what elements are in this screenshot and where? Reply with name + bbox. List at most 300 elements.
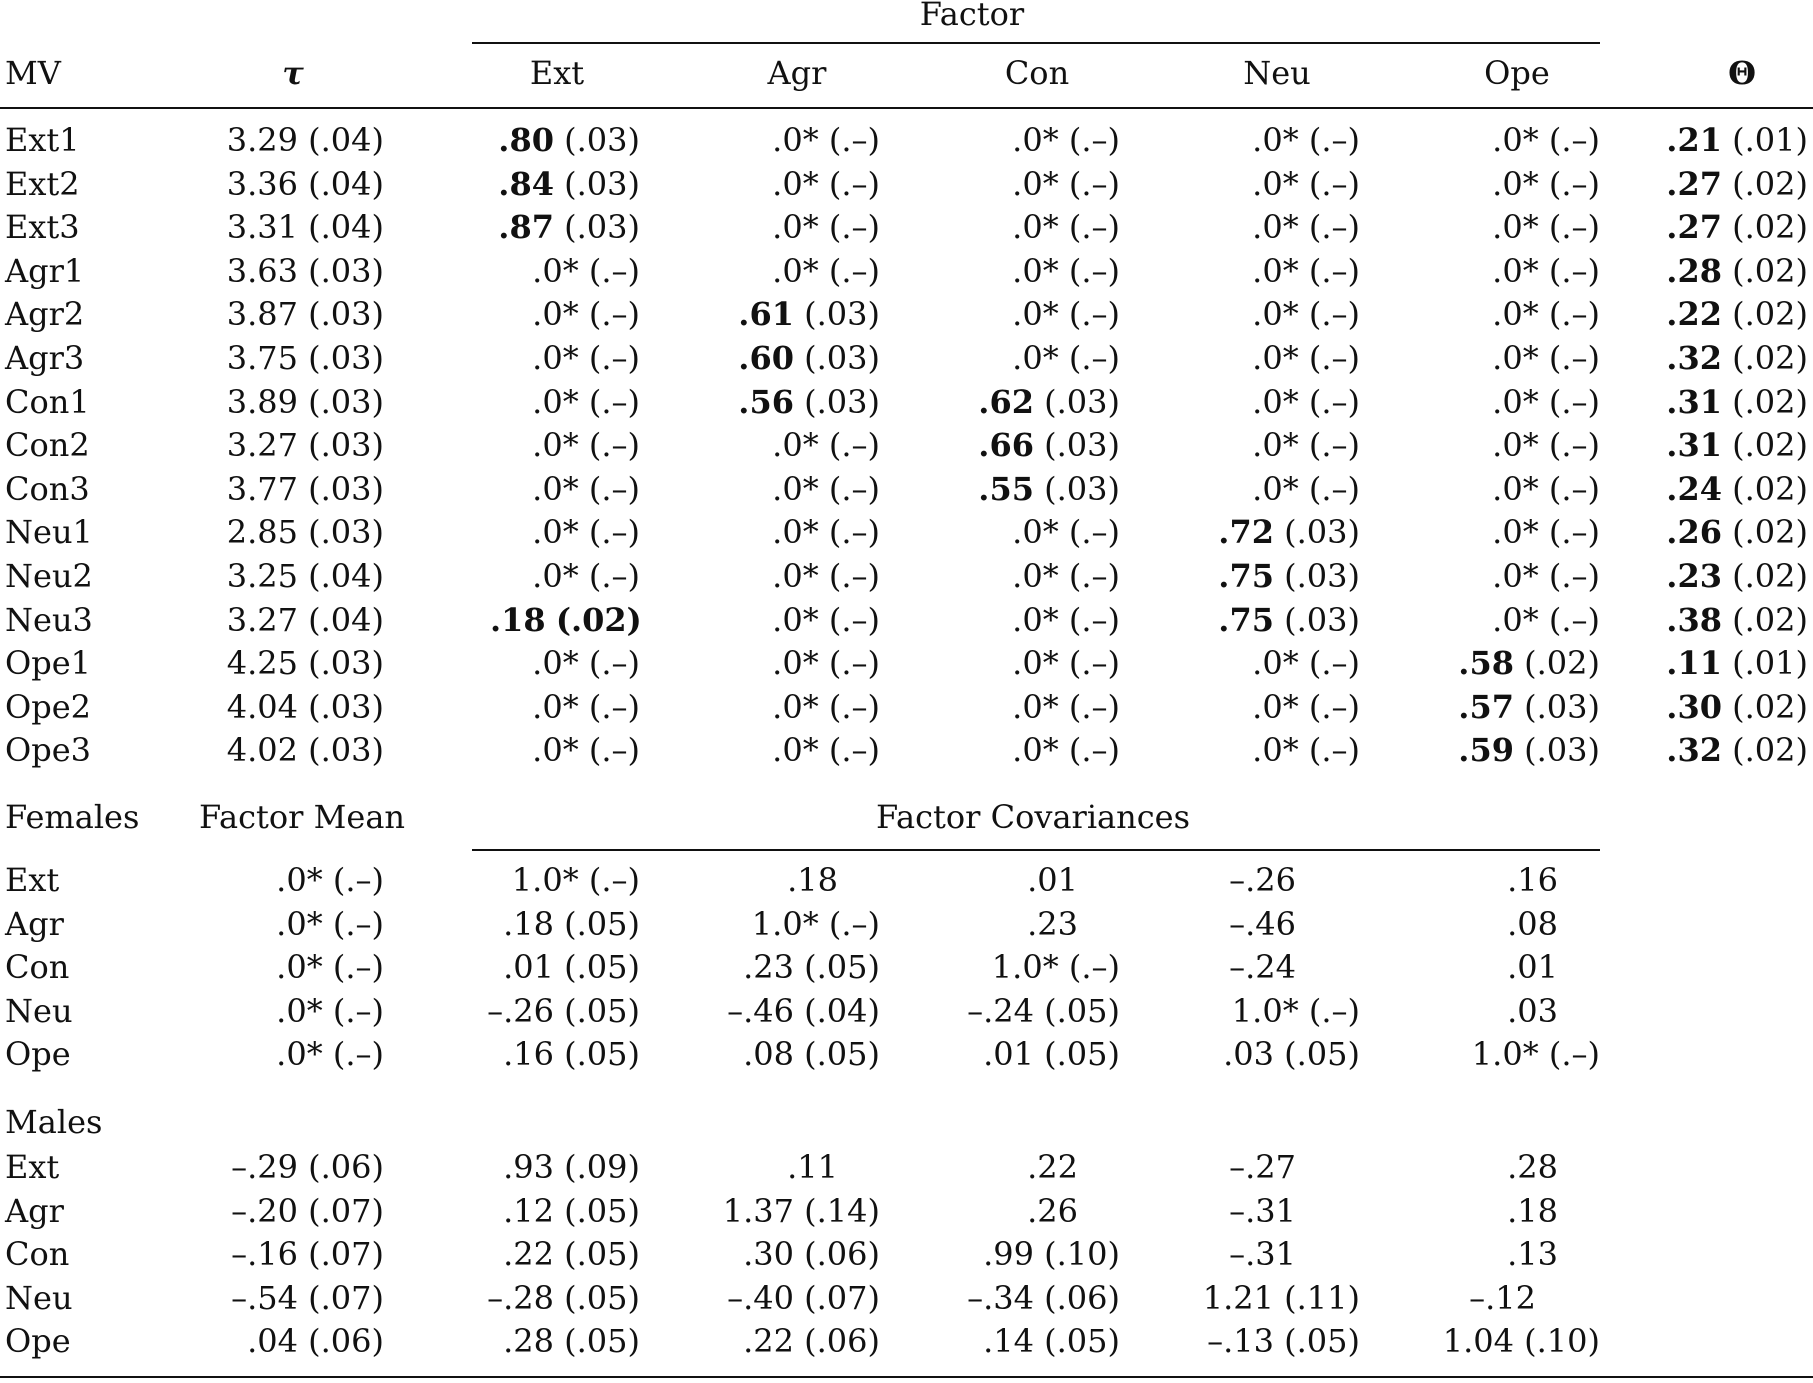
standard-error-value: (.–): [1068, 600, 1120, 639]
loading-cell: [490, 120, 640, 160]
theta-cell: [1648, 512, 1808, 552]
standard-error-value: (.–): [1308, 339, 1360, 377]
theta-cell: [1648, 425, 1808, 465]
estimate-value: .0*: [772, 164, 819, 203]
standard-error-value: (.02): [1732, 426, 1808, 465]
estimate-value: .0*: [1492, 339, 1539, 377]
standard-error-value: (.–): [1548, 164, 1600, 203]
estimate-value: .0*: [772, 557, 819, 595]
standard-error-value: (.–): [828, 208, 880, 247]
covariance-value: .99 (.10): [983, 1235, 1120, 1274]
standard-error-value: (.03): [1284, 557, 1360, 595]
loading-cell: [490, 600, 640, 640]
standard-error-value: (.–): [588, 557, 640, 595]
standard-error-value: (.–): [588, 339, 640, 377]
factor-mean-value: –.20 (.07): [231, 1191, 384, 1230]
estimate-value: .0*: [1012, 164, 1059, 203]
loading-cell: [970, 207, 1120, 247]
estimate-value: .27: [1666, 208, 1722, 247]
estimate-value: .0*: [772, 208, 819, 247]
estimate-value: .0*: [1012, 208, 1059, 247]
estimate-value: .66: [978, 426, 1034, 465]
loading-cell: [1450, 643, 1600, 683]
standard-error-value: (.03): [1524, 731, 1600, 770]
standard-error-value: (.03): [804, 295, 880, 334]
standard-error-value: (.03): [804, 382, 880, 421]
estimate-value: .0*: [1252, 251, 1299, 290]
standard-error-value: (.–): [1068, 731, 1120, 770]
estimate-value: .0*: [532, 382, 579, 421]
tau-value: 3.77 (.03): [226, 469, 384, 508]
estimate-value: .31: [1666, 426, 1722, 465]
estimate-value: .0*: [532, 513, 579, 552]
loading-cell: [1210, 512, 1360, 552]
loading-cell: [1450, 556, 1600, 596]
standard-error-value: (.–): [1308, 426, 1360, 465]
factor-name: Ope: [5, 1322, 71, 1361]
factor-header-neu: Neu: [1243, 54, 1311, 92]
tau-header: τ: [282, 54, 304, 92]
estimate-value: .0*: [1012, 513, 1059, 552]
estimate-value: .31: [1666, 382, 1722, 421]
standard-error-value: (.–): [1308, 251, 1360, 290]
loading-cell: [1210, 382, 1360, 422]
loading-cell: [730, 338, 880, 378]
standard-error-value: (.–): [1548, 295, 1600, 334]
loading-cell: [1450, 469, 1600, 509]
loading-cell: [490, 294, 640, 334]
loading-cell: [490, 251, 640, 291]
estimate-value: .22: [1666, 295, 1722, 334]
factor-mean-value: .0* (.–): [276, 991, 384, 1030]
theta-cell: [1648, 338, 1808, 378]
factor-header-ext: Ext: [529, 54, 585, 92]
standard-error-value: (.–): [1548, 600, 1600, 639]
standard-error-value: (.–): [828, 513, 880, 552]
standard-error-value: (.–): [588, 295, 640, 334]
loading-cell: [1210, 643, 1360, 683]
header-rule: [0, 107, 1813, 109]
standard-error-value: (.03): [1044, 469, 1120, 508]
covariance-value: .26: [1027, 1191, 1078, 1230]
loading-cell: [1450, 207, 1600, 247]
covariance-value: 1.0* (.–): [511, 861, 640, 899]
covariance-value: .18: [787, 861, 838, 899]
loading-cell: [730, 382, 880, 422]
covariance-value: .01: [1027, 861, 1078, 899]
estimate-value: .55: [978, 469, 1034, 508]
estimate-value: .80: [498, 121, 554, 159]
standard-error-value: (.03): [564, 208, 640, 247]
loading-cell: [1210, 556, 1360, 596]
factor-name: Ext: [5, 861, 60, 899]
factor-covariances-header: Factor Covariances: [875, 798, 1191, 836]
tau-value: 3.31 (.04): [226, 208, 384, 247]
estimate-value: .32: [1666, 731, 1722, 770]
standard-error-value: (.–): [1548, 513, 1600, 552]
loading-cell: [1210, 469, 1360, 509]
estimate-value: .0*: [1012, 295, 1059, 334]
standard-error-value: (.–): [1308, 687, 1360, 726]
estimate-value: .0*: [1252, 208, 1299, 247]
covariance-value: .93 (.09): [503, 1148, 640, 1186]
standard-error-value: (.–): [828, 687, 880, 726]
covariance-value: .23 (.05): [743, 948, 880, 987]
mv-label: Ope3: [5, 731, 92, 770]
tau-value: 4.02 (.03): [226, 731, 384, 770]
estimate-value: .0*: [1252, 295, 1299, 334]
standard-error-value: (.–): [588, 644, 640, 683]
estimate-value: .75: [1218, 557, 1274, 595]
estimate-value: .0*: [1012, 644, 1059, 683]
standard-error-value: (.03): [564, 164, 640, 203]
standard-error-value: (.–): [828, 731, 880, 770]
loading-cell: [1210, 251, 1360, 291]
theta-cell: [1648, 382, 1808, 422]
loading-cell: [1450, 600, 1600, 640]
covariance-value: .12 (.05): [503, 1191, 640, 1230]
loading-cell: [490, 687, 640, 727]
estimate-value: .0*: [1492, 208, 1539, 247]
estimate-value: .0*: [1252, 469, 1299, 508]
loading-cell: [1210, 294, 1360, 334]
standard-error-value: (.–): [588, 687, 640, 726]
standard-error-value: (.01): [1732, 644, 1808, 683]
estimate-value: .87: [498, 208, 554, 247]
loading-cell: [1450, 120, 1600, 160]
loading-cell: [970, 512, 1120, 552]
covariance-value: 1.0* (.–): [991, 948, 1120, 987]
standard-error-value: (.–): [1068, 687, 1120, 726]
estimate-value: .0*: [1012, 557, 1059, 595]
mv-label: Ext3: [5, 208, 80, 247]
standard-error-value: (.–): [828, 600, 880, 639]
theta-cell: [1648, 120, 1808, 160]
loading-cell: [730, 425, 880, 465]
loading-cell: [730, 120, 880, 160]
factor-mean-value: .0* (.–): [276, 861, 384, 899]
estimate-value: .61: [738, 295, 794, 334]
covariance-value: .22 (.05): [503, 1235, 640, 1274]
standard-error-value: (.–): [1308, 644, 1360, 683]
estimate-value: .59: [1458, 731, 1514, 770]
factor-name: Agr: [5, 904, 64, 943]
factor-mean-value: –.54 (.07): [231, 1278, 384, 1317]
standard-error-value: (.–): [1548, 208, 1600, 247]
estimate-value: .21: [1666, 121, 1722, 159]
standard-error-value: (.–): [588, 382, 640, 421]
estimate-value: .0*: [772, 426, 819, 465]
standard-error-value: (.02): [1732, 339, 1808, 377]
standard-error-value: (.–): [1068, 121, 1120, 159]
mv-label: Neu3: [5, 600, 93, 639]
estimate-value: .0*: [1252, 382, 1299, 421]
standard-error-value: (.–): [588, 251, 640, 290]
theta-cell: [1648, 251, 1808, 291]
standard-error-value: (.–): [1548, 339, 1600, 377]
mv-label: Con3: [5, 469, 90, 508]
estimate-value: .0*: [532, 644, 579, 683]
estimate-value: .0*: [532, 339, 579, 377]
tau-value: 3.27 (.04): [226, 600, 384, 639]
loading-cell: [490, 556, 640, 596]
loading-cell: [1450, 512, 1600, 552]
standard-error-value: (.02): [1732, 557, 1808, 595]
mv-label: Ope1: [5, 644, 92, 683]
estimate-value: .0*: [1492, 513, 1539, 552]
covariance-value: .03 (.05): [1223, 1035, 1360, 1074]
theta-cell: [1648, 730, 1808, 770]
loading-cell: [1450, 164, 1600, 204]
loading-cell: [730, 164, 880, 204]
estimate-value: .0*: [1012, 251, 1059, 290]
standard-error-value: (.–): [828, 469, 880, 508]
factor-mean-value: –.16 (.07): [231, 1235, 384, 1274]
estimate-value: .0*: [532, 426, 579, 465]
standard-error-value: (.–): [1068, 251, 1120, 290]
standard-error-value: (.02): [1732, 382, 1808, 421]
estimate-value: .0*: [532, 251, 579, 290]
theta-cell: [1648, 556, 1808, 596]
estimate-value: .0*: [1252, 644, 1299, 683]
covariance-value: .18: [1507, 1191, 1558, 1230]
loading-cell: [730, 207, 880, 247]
loading-cell: [490, 643, 640, 683]
loading-cell: [1450, 251, 1600, 291]
factor-name: Ope: [5, 1035, 71, 1074]
standard-error-value: (.03): [1044, 382, 1120, 421]
estimate-value: .0*: [1492, 121, 1539, 159]
standard-error-value: (.–): [1068, 295, 1120, 334]
covariance-value: .23: [1027, 904, 1078, 943]
factor-mean-header: Factor Mean: [198, 798, 405, 836]
estimate-value: .0*: [772, 731, 819, 770]
loading-cell: [1210, 730, 1360, 770]
estimate-value: .0*: [1492, 426, 1539, 465]
standard-error-value: (.–): [828, 557, 880, 595]
mv-label: Ext2: [5, 164, 80, 203]
estimate-value: .0*: [1252, 339, 1299, 377]
females-label: Females: [5, 798, 140, 836]
standard-error-value: (.02): [555, 600, 642, 639]
tau-value: 3.27 (.03): [226, 426, 384, 465]
covariance-value: .08: [1507, 904, 1558, 943]
estimate-value: .38: [1666, 600, 1722, 639]
estimate-value: .28: [1666, 251, 1722, 290]
loading-cell: [1450, 294, 1600, 334]
theta-header: Θ: [1728, 54, 1756, 92]
covariance-value: .28: [1507, 1148, 1558, 1186]
loading-cell: [730, 251, 880, 291]
factor-group-header: Factor: [919, 0, 1025, 33]
factor-name: Neu: [5, 1278, 73, 1317]
loading-cell: [1210, 338, 1360, 378]
standard-error-value: (.–): [588, 426, 640, 465]
estimate-value: .0*: [1492, 557, 1539, 595]
covariance-value: .18 (.05): [503, 904, 640, 943]
mv-header: MV: [5, 54, 61, 92]
standard-error-value: (.–): [828, 164, 880, 203]
standard-error-value: (.–): [1068, 164, 1120, 203]
covariance-value: 1.0* (.–): [1231, 991, 1360, 1030]
mv-label: Ext1: [5, 121, 80, 159]
standard-error-value: (.–): [1548, 121, 1600, 159]
standard-error-value: (.03): [804, 339, 880, 377]
standard-error-value: (.–): [1548, 469, 1600, 508]
standard-error-value: (.01): [1732, 121, 1808, 159]
tau-value: 3.25 (.04): [226, 557, 384, 595]
estimate-value: .11: [1666, 644, 1722, 683]
loading-cell: [970, 469, 1120, 509]
factor-name: Con: [5, 1235, 70, 1274]
mv-label: Neu1: [5, 513, 93, 552]
standard-error-value: (.–): [1308, 731, 1360, 770]
loading-cell: [730, 294, 880, 334]
loading-cell: [490, 207, 640, 247]
factor-mean-value: .0* (.–): [276, 904, 384, 943]
mv-label: Agr2: [5, 295, 85, 334]
tau-value: 3.29 (.04): [226, 121, 384, 159]
covariance-value: .22: [1027, 1148, 1078, 1186]
estimate-value: .0*: [1012, 687, 1059, 726]
estimate-value: .56: [738, 382, 794, 421]
loading-cell: [730, 600, 880, 640]
bottom-rule: [0, 1376, 1813, 1378]
covariance-value: –.27: [1229, 1148, 1296, 1186]
loading-cell: [490, 512, 640, 552]
loading-cell: [1210, 164, 1360, 204]
theta-cell: [1648, 643, 1808, 683]
theta-cell: [1648, 600, 1808, 640]
standard-error-value: (.03): [1524, 687, 1600, 726]
covariance-value: –.26: [1229, 861, 1296, 899]
standard-error-value: (.–): [1308, 382, 1360, 421]
covariance-value: .01 (.05): [983, 1035, 1120, 1074]
standard-error-value: (.03): [1044, 426, 1120, 465]
estimate-value: .0*: [532, 687, 579, 726]
mv-label: Agr1: [5, 251, 85, 290]
theta-cell: [1648, 687, 1808, 727]
covariance-value: .14 (.05): [983, 1322, 1120, 1361]
factor-header-con: Con: [1004, 54, 1070, 92]
standard-error-value: (.02): [1732, 469, 1808, 508]
estimate-value: .0*: [1492, 469, 1539, 508]
tau-value: 3.75 (.03): [226, 339, 384, 377]
covariance-value: .11: [787, 1148, 838, 1186]
estimate-value: .0*: [772, 687, 819, 726]
loading-cell: [970, 556, 1120, 596]
loading-cell: [970, 425, 1120, 465]
standard-error-value: (.02): [1732, 164, 1808, 203]
estimate-value: .0*: [532, 557, 579, 595]
estimate-value: .58: [1458, 644, 1514, 683]
loading-cell: [490, 338, 640, 378]
loading-cell: [730, 687, 880, 727]
standard-error-value: (.–): [1308, 164, 1360, 203]
loading-cell: [970, 164, 1120, 204]
loading-cell: [730, 556, 880, 596]
loading-cell: [970, 600, 1120, 640]
loading-cell: [970, 338, 1120, 378]
estimate-value: .0*: [1492, 251, 1539, 290]
standard-error-value: (.–): [1548, 382, 1600, 421]
standard-error-value: (.02): [1732, 251, 1808, 290]
loading-cell: [730, 469, 880, 509]
tau-value: 3.36 (.04): [226, 164, 384, 203]
mv-label: Agr3: [5, 339, 85, 377]
standard-error-value: (.02): [1524, 644, 1600, 683]
estimate-value: .0*: [1252, 121, 1299, 159]
estimate-value: .0*: [1492, 164, 1539, 203]
standard-error-value: (.–): [1068, 513, 1120, 552]
standard-error-value: (.–): [588, 731, 640, 770]
standard-error-value: (.–): [1068, 644, 1120, 683]
tau-value: 3.89 (.03): [226, 382, 384, 421]
standard-error-value: (.–): [1308, 295, 1360, 334]
tau-value: 4.25 (.03): [226, 644, 384, 683]
loading-cell: [970, 382, 1120, 422]
loading-cell: [490, 469, 640, 509]
standard-error-value: (.–): [588, 513, 640, 552]
covariance-value: –.12: [1469, 1278, 1536, 1317]
factor-mean-value: .0* (.–): [276, 1035, 384, 1074]
estimate-value: .0*: [1492, 382, 1539, 421]
factor-group-rule: [472, 42, 1600, 44]
covariance-value: –.31: [1229, 1235, 1296, 1274]
estimate-value: .0*: [1252, 731, 1299, 770]
estimate-value: .0*: [1012, 731, 1059, 770]
theta-cell: [1648, 207, 1808, 247]
estimate-value: .18: [490, 600, 546, 639]
estimate-value: .60: [738, 339, 794, 377]
covariance-value: .01: [1507, 948, 1558, 987]
factor-mean-value: .04 (.06): [247, 1322, 384, 1361]
covariance-value: .08 (.05): [743, 1035, 880, 1074]
mv-label: Ope2: [5, 687, 92, 726]
covariance-value: 1.37 (.14): [722, 1191, 880, 1230]
tau-value: 4.04 (.03): [226, 687, 384, 726]
estimate-value: .23: [1666, 557, 1722, 595]
covariance-value: .01 (.05): [503, 948, 640, 987]
estimate-value: .0*: [772, 600, 819, 639]
covariance-rule: [472, 849, 1600, 851]
loading-cell: [970, 643, 1120, 683]
loading-cell: [1210, 687, 1360, 727]
estimate-value: .0*: [1492, 295, 1539, 334]
covariance-value: –.28 (.05): [487, 1278, 640, 1317]
loading-cell: [730, 512, 880, 552]
loading-cell: [1210, 425, 1360, 465]
loading-cell: [1210, 600, 1360, 640]
estimate-value: .0*: [772, 644, 819, 683]
covariance-value: –.31: [1229, 1191, 1296, 1230]
tau-value: 2.85 (.03): [226, 513, 384, 552]
covariance-value: –.34 (.06): [967, 1278, 1120, 1317]
standard-error-value: (.–): [828, 644, 880, 683]
tau-value: 3.87 (.03): [226, 295, 384, 334]
loading-cell: [1450, 425, 1600, 465]
estimate-value: .0*: [1012, 339, 1059, 377]
theta-cell: [1648, 294, 1808, 334]
estimate-value: .32: [1666, 339, 1722, 377]
factor-name: Agr: [5, 1191, 64, 1230]
covariance-value: 1.04 (.10): [1442, 1322, 1600, 1361]
estimate-value: .30: [1666, 687, 1722, 726]
mv-label: Neu2: [5, 557, 93, 595]
loading-cell: [970, 294, 1120, 334]
factor-mean-value: –.29 (.06): [231, 1148, 384, 1186]
covariance-value: –.46: [1229, 904, 1296, 943]
